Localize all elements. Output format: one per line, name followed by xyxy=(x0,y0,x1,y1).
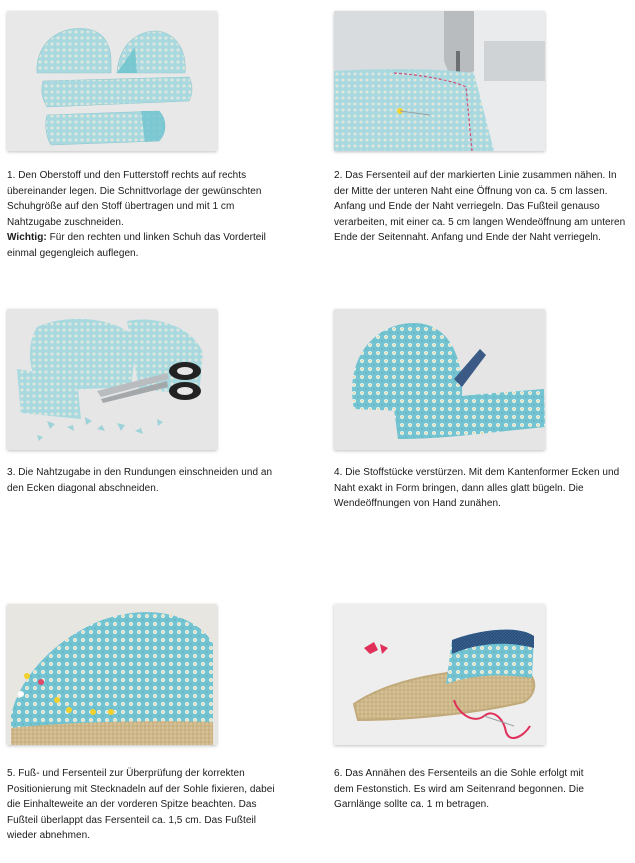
step-3-caption xyxy=(7,465,279,496)
step-5-image xyxy=(7,604,217,745)
step-5-text: 5. Fuß- und Fersenteil zur Überprüfung der korrekten Positionierung mit Stecknadeln auf der Sohle fixieren, dabei die Einhalteweite an der vorderen Spitze beachten. Das Fußteil überlappt das Fersenteil ca. 1,5 cm. Das Fußteil wieder abnehmen. xyxy=(7,768,275,841)
step-2-photo xyxy=(334,11,545,151)
step-2-caption xyxy=(334,168,632,246)
step-1-image xyxy=(7,11,217,151)
step-1-caption xyxy=(7,168,277,261)
step-1-photo xyxy=(7,11,217,151)
step-6-photo xyxy=(334,604,545,745)
step-4-caption xyxy=(334,465,620,512)
step-6-text: 6. Das Annähen des Fersenteils an die Sohle erfolgt mit dem Festonstich. Es wird am Seitenrand begonnen. Die Garnlänge sollte ca. 1 m betragen. xyxy=(334,768,584,810)
step-6-image xyxy=(334,604,545,745)
step-3-photo xyxy=(7,309,217,450)
fabric-under-needle xyxy=(334,69,494,151)
step-5-photo xyxy=(7,604,217,745)
step-2-image xyxy=(334,11,545,151)
step-6-caption xyxy=(334,766,604,813)
step-4-text: 4. Die Stoffstücke verstürzen. Mit dem Kantenformer Ecken und Naht exakt in Form bringen, dann alles glatt bügeln. Die Wendeöffnungen von Hand zunähen. xyxy=(334,467,620,509)
step-3-text: 3. Die Nahtzugabe in den Rundungen einschneiden und an den Ecken diagonal abschneiden. xyxy=(7,467,273,494)
step-1-note-label: Wichtig: xyxy=(7,232,47,243)
step-3-image xyxy=(7,309,217,450)
step-1-note-text: Für den rechten und linken Schuh das Vorderteil einmal gegengleich auflegen. xyxy=(7,232,266,259)
step-1-text: 1. Den Oberstoff und den Futterstoff rechts auf rechts übereinander legen. Die Schnittvorlage der gewünschten Schuhgröße auf den Stoff übertragen und mit 1 cm Nahtzugabe zuschneiden. xyxy=(7,170,262,228)
step-4-image xyxy=(334,309,545,450)
step-2-text: 2. Das Fersenteil auf der markierten Linie zusammen nähen. In der Mitte der unteren Naht eine Öffnung von ca. 5 cm lassen. Anfang und Ende der Naht verriegeln. Das Fußteil genauso verarbeiten, mit einer ca. 5 cm langen Wendeöffnung am unteren Ende der Seitennaht. Anfang und Ende der Naht verriegeln. xyxy=(334,170,626,243)
step-5-caption xyxy=(7,766,285,844)
step-4-photo xyxy=(334,309,545,450)
